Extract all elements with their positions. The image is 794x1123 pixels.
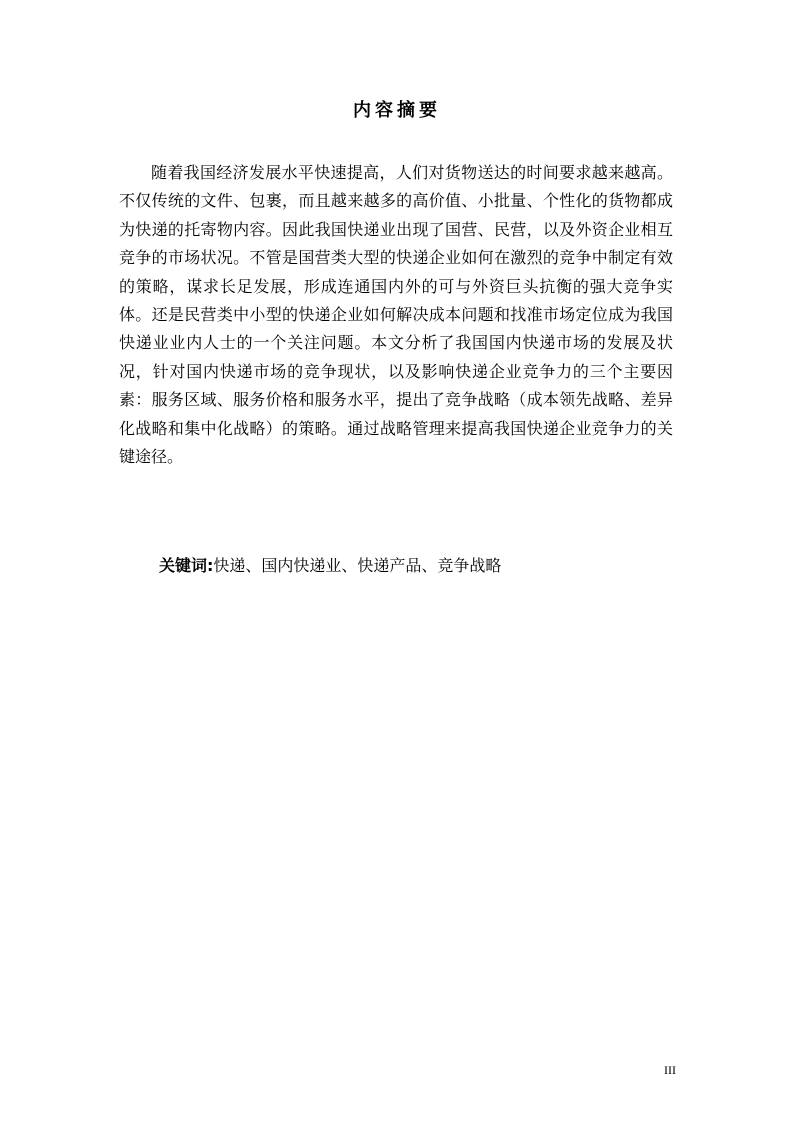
keywords-line [159,552,679,580]
abstract-paragraph: 随着我国经济发展水平快速提高，人们对货物送达的时间要求越来越高。不仅传统的文件、包裹，而且越来越多的高价值、小批量、个性化的货物都成为快递的托寄物内容。因此我国快递业出现了国营、民营，以及外资企业相互竞争的市场状况。不管是国营类大型的快递企业如何在激烈的竞争中制定有效的策略，谋求长足发展，形成连通国内外的可与外资巨头抗衡的强大竞争实体。还是民营类中小型的快递企业如何解决成本问题和找准市场定位成为我国快递业业内人士的一个关注问题。本文分析了我国国内快递市场的发展及状况，针对国内快递市场的竞争现状，以及影响快递企业竞争力的三个主要因素：服务区域、服务价格和服务水平，提出了竞争战略（成本领先战略、差异化战略和集中化战略）的策略。通过战略管理来提高我国快递企业竞争力的关键途径。 [119,163,673,467]
page-number: III [664,1063,676,1077]
page-title: 内容摘要 [353,100,441,121]
keywords-label: 关键词: [159,556,214,575]
keywords-value: 快递、国内快递业、快递产品、竞争战略 [213,556,502,575]
